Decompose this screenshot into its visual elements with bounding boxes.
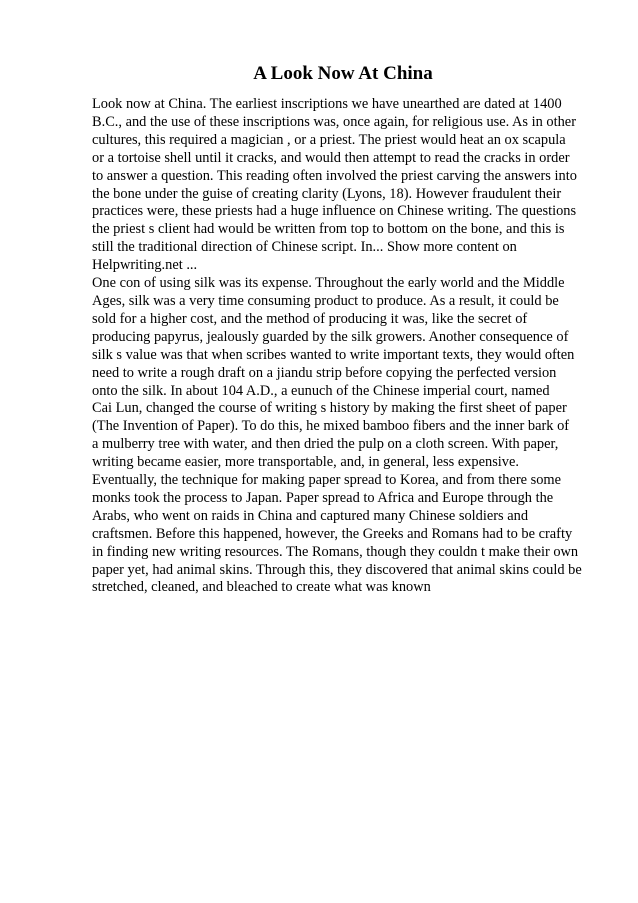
text-line: practices were, these priests had a huge influence on Chinese writing. The questions	[92, 203, 577, 220]
text-line: the bone under the guise of creating clarity (Lyons, 18). However fraudulent their	[92, 185, 562, 202]
text-line: cultures, this required a magician , or a priest. The priest would heat an ox scapula	[92, 131, 566, 148]
text-line: Look now at China. The earliest inscriptions we have unearthed are dated at 1400	[92, 96, 562, 112]
text-line: Ages, silk was a very time consuming product to produce. As a result, it could be	[92, 292, 559, 309]
text-line: B.C., and the use of these inscriptions was, once again, for religious use. As in other	[92, 113, 576, 130]
text-line: onto the silk. In about 104 A.D., a eunuch of the Chinese imperial court, named	[92, 382, 550, 399]
text-line: One con of using silk was its expense. Throughout the early world and the Middle	[92, 275, 565, 292]
text-line: (The Invention of Paper). To do this, he mixed bamboo fibers and the inner bark of	[92, 418, 570, 435]
text-line: stretched, cleaned, and bleached to create what was known	[92, 579, 431, 596]
document-body	[92, 96, 592, 597]
document-title: A Look Now At China	[253, 63, 433, 84]
text-line: monks took the process to Japan. Paper spread to Africa and Europe through the	[92, 489, 554, 506]
text-line: to answer a question. This reading often involved the priest carving the answers into	[92, 167, 577, 184]
text-line: craftsmen. Before this happened, however, the Greeks and Romans had to be crafty	[92, 525, 573, 542]
text-line: the priest s client had would be written from top to bottom on the bone, and this is	[92, 221, 565, 238]
text-line: sold for a higher cost, and the method of producing it was, like the secret of	[92, 310, 528, 327]
text-line: still the traditional direction of Chinese script. In... Show more content on	[92, 239, 517, 256]
text-line: Helpwriting.net ...	[92, 257, 198, 274]
text-line: in finding new writing resources. The Romans, though they couldn t make their own	[92, 543, 579, 560]
text-line: need to write a rough draft on a jiandu strip before copying the perfected version	[92, 364, 557, 381]
text-line: Arabs, who went on raids in China and captured many Chinese soldiers and	[92, 507, 529, 524]
text-line: silk s value was that when scribes wanted to write important texts, they would often	[92, 346, 575, 363]
text-line: paper yet, had animal skins. Through this, they discovered that animal skins could be	[92, 561, 582, 578]
text-line: or a tortoise shell until it cracks, and would then attempt to read the cracks in order	[92, 149, 570, 166]
text-line: producing papyrus, jealously guarded by the silk growers. Another consequence of	[92, 328, 569, 345]
text-line: writing became easier, more transportable, and, in general, less expensive.	[92, 454, 519, 471]
text-line: Cai Lun, changed the course of writing s history by making the first sheet of paper	[92, 400, 567, 417]
text-line: Eventually, the technique for making paper spread to Korea, and from there some	[92, 472, 561, 489]
text-line: a mulberry tree with water, and then dried the pulp on a cloth screen. With paper,	[92, 436, 559, 453]
